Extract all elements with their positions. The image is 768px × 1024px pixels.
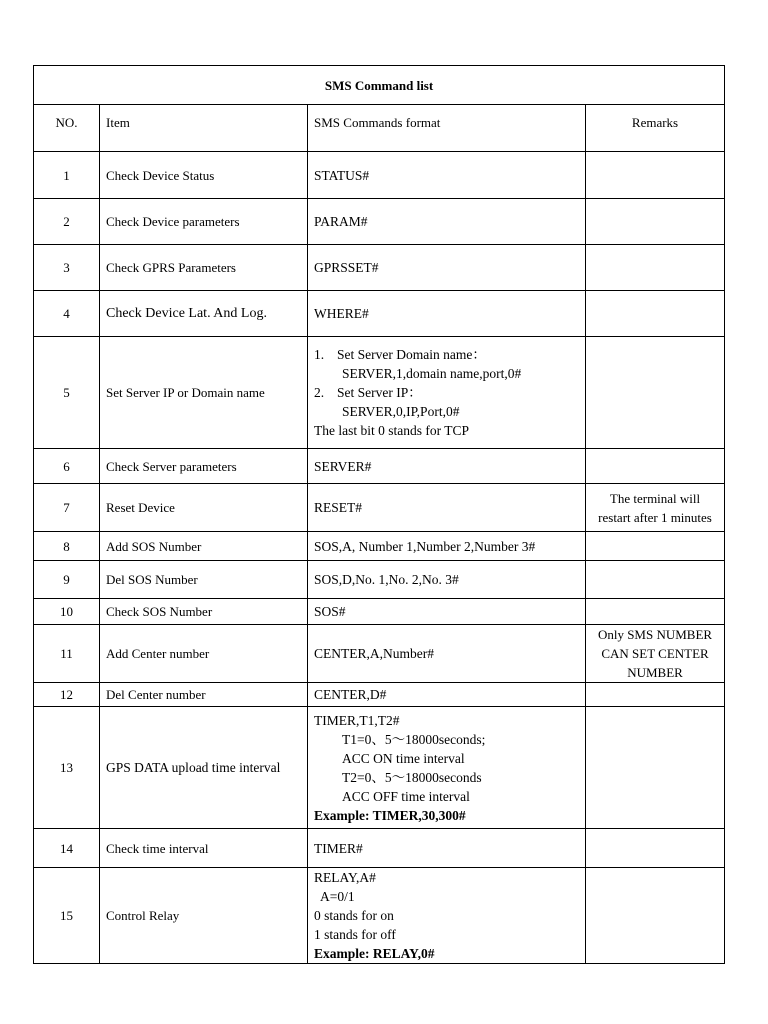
remarks-line: CAN SET CENTER [601, 646, 709, 661]
row-item: Control Relay [100, 868, 308, 964]
row-format: WHERE# [308, 291, 586, 337]
row-remarks [586, 484, 725, 532]
row-remarks [586, 683, 725, 707]
row-format: CENTER,D# [308, 683, 586, 707]
table-row [34, 599, 725, 625]
row-format: CENTER,A,Number# [308, 625, 586, 683]
format-line: 1 stands for off [314, 927, 396, 942]
format-line: Set Server IP： [337, 385, 422, 400]
row-remarks [586, 291, 725, 337]
row-remarks [586, 199, 725, 245]
row-format: SOS# [308, 599, 586, 625]
row-no: 3 [34, 245, 100, 291]
row-remarks [586, 337, 725, 449]
sms-command-table [33, 65, 725, 964]
row-remarks [586, 449, 725, 484]
row-remarks [586, 868, 725, 964]
row-item: Set Server IP or Domain name [100, 337, 308, 449]
row-format: STATUS# [308, 152, 586, 199]
row-no: 4 [34, 291, 100, 337]
row-no: 10 [34, 599, 100, 625]
row-format: SOS,D,No. 1,No. 2,No. 3# [308, 561, 586, 599]
header-row [34, 105, 725, 152]
row-format: SOS,A, Number 1,Number 2,Number 3# [308, 532, 586, 561]
row-item: Reset Device [100, 484, 308, 532]
row-no: 12 [34, 683, 100, 707]
row-format: SERVER# [308, 449, 586, 484]
table-row [34, 829, 725, 868]
row-item: Check SOS Number [100, 599, 308, 625]
list-number: 1. [314, 347, 325, 362]
row-format [308, 707, 586, 829]
row-no: 13 [34, 707, 100, 829]
remarks-line: restart after 1 minutes [598, 509, 712, 525]
row-item: Del Center number [100, 683, 308, 707]
table-row [34, 245, 725, 291]
format-line: SERVER,1,domain name,port,0# [342, 366, 522, 381]
header-remarks: Remarks [586, 105, 725, 152]
table-row [34, 625, 725, 683]
table-row [34, 337, 725, 449]
row-no: 11 [34, 625, 100, 683]
format-line: ACC OFF time interval [342, 788, 470, 804]
row-remarks [586, 532, 725, 561]
row-format: RESET# [308, 484, 586, 532]
row-item: Add Center number [100, 625, 308, 683]
table-row [34, 561, 725, 599]
row-item: Check Device parameters [100, 199, 308, 245]
format-line: T2=0、5～18000seconds [342, 769, 482, 785]
row-format [308, 337, 586, 449]
header-format: SMS Commands format [308, 105, 586, 152]
row-item: GPS DATA upload time interval [100, 707, 308, 829]
row-format: GPRSSET# [308, 245, 586, 291]
row-item: Check time interval [100, 829, 308, 868]
row-item: Del SOS Number [100, 561, 308, 599]
row-remarks [586, 599, 725, 625]
row-item: Check Device Status [100, 152, 308, 199]
header-item: Item [100, 105, 308, 152]
row-format [308, 868, 586, 964]
remarks-line: The terminal will [609, 490, 701, 506]
row-remarks [586, 625, 725, 683]
row-no: 14 [34, 829, 100, 868]
row-remarks [586, 152, 725, 199]
list-number: 2. [314, 385, 325, 400]
row-no: 7 [34, 484, 100, 532]
format-line: ACC ON time interval [342, 750, 465, 766]
row-remarks [586, 707, 725, 829]
format-example: Example: RELAY,0# [314, 946, 435, 961]
row-item: Add SOS Number [100, 532, 308, 561]
table-row [34, 683, 725, 707]
table-row [34, 868, 725, 964]
row-no: 5 [34, 337, 100, 449]
row-no: 15 [34, 868, 100, 964]
format-line: TIMER,T1,T2# [314, 712, 400, 728]
row-no: 1 [34, 152, 100, 199]
row-no: 6 [34, 449, 100, 484]
row-item: Check Device Lat. And Log. [100, 291, 308, 337]
format-line: 0 stands for on [314, 908, 394, 923]
table-row [34, 532, 725, 561]
table-row [34, 291, 725, 337]
row-remarks [586, 561, 725, 599]
format-line: The last bit 0 stands for TCP [314, 423, 469, 438]
row-format: TIMER# [308, 829, 586, 868]
row-remarks [586, 829, 725, 868]
format-line: T1=0、5～18000seconds; [342, 731, 486, 747]
table-title: SMS Command list [34, 66, 725, 105]
table-row [34, 707, 725, 829]
remarks-line: Only SMS NUMBER [597, 627, 713, 642]
table-row [34, 152, 725, 199]
format-example: Example: TIMER,30,300# [314, 807, 466, 823]
row-item: Check GPRS Parameters [100, 245, 308, 291]
table-row [34, 484, 725, 532]
row-no: 9 [34, 561, 100, 599]
header-no: NO. [34, 105, 100, 152]
row-no: 2 [34, 199, 100, 245]
row-remarks [586, 245, 725, 291]
row-item: Check Server parameters [100, 449, 308, 484]
row-no: 8 [34, 532, 100, 561]
remarks-line: NUMBER [627, 665, 683, 680]
format-line: A=0/1 [320, 889, 355, 904]
table-row [34, 199, 725, 245]
row-format: PARAM# [308, 199, 586, 245]
table-row [34, 449, 725, 484]
format-line: Set Server Domain name： [337, 347, 486, 362]
format-line: RELAY,A# [314, 870, 376, 885]
format-line: SERVER,0,IP,Port,0# [342, 404, 460, 419]
